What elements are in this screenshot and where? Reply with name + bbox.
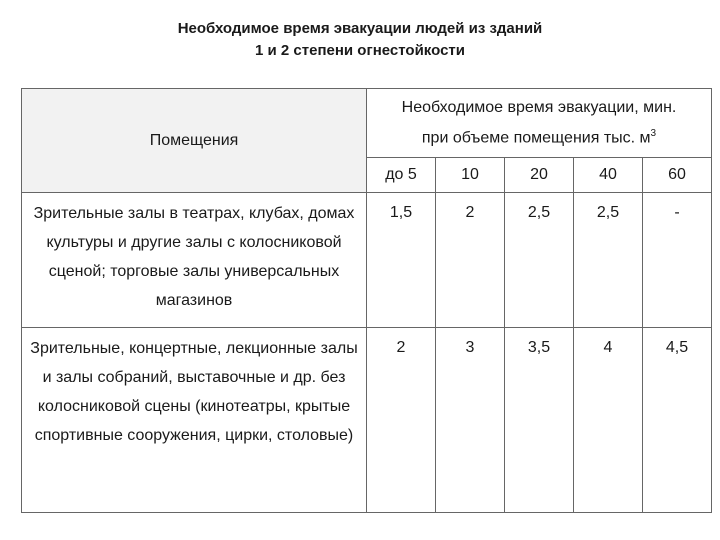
value-cell: 2,5 [574, 193, 643, 328]
page-title [0, 18, 720, 62]
cubic-superscript: 3 [650, 127, 657, 139]
title-line-2: 1 и 2 степени огнестойкости [255, 42, 465, 59]
table-header-row [22, 89, 712, 158]
value-cell: 4,5 [643, 328, 712, 513]
volume-header-cell: 10 [436, 158, 505, 193]
rooms-column-header: Помещения [22, 89, 367, 193]
value-cell: 1,5 [367, 193, 436, 328]
title-line-1: Необходимое время эвакуации людей из зданий [177, 20, 543, 37]
volume-header-cell: до 5 [367, 158, 436, 193]
volume-header-cell: 20 [505, 158, 574, 193]
value-cell: 3 [436, 328, 505, 513]
evacuation-time-header-line-2: при объеме помещения тыс. м [421, 129, 651, 147]
value-cell: 2,5 [505, 193, 574, 328]
volume-header-cell: 60 [643, 158, 712, 193]
value-cell: - [643, 193, 712, 328]
value-cell: 3,5 [505, 328, 574, 513]
room-description-cell: Зрительные, концертные, лекционные залы и залы собраний, выставочные и др. без колосниковой сцены (кинотеатры, крытые спортивные сооружения, цирки, столовые) [22, 328, 367, 513]
table-row [22, 193, 712, 328]
table-row [22, 328, 712, 513]
volume-header-cell: 40 [574, 158, 643, 193]
value-cell: 2 [367, 328, 436, 513]
value-cell: 2 [436, 193, 505, 328]
room-description-cell: Зрительные залы в театрах, клубах, домах культуры и другие залы с колосниковой сценой; торговые залы универсальных магазинов [22, 193, 367, 328]
value-cell: 4 [574, 328, 643, 513]
evacuation-time-table [21, 88, 712, 513]
evacuation-time-header [367, 89, 712, 158]
evacuation-time-header-line-1: Необходимое время эвакуации, мин. [401, 98, 677, 116]
